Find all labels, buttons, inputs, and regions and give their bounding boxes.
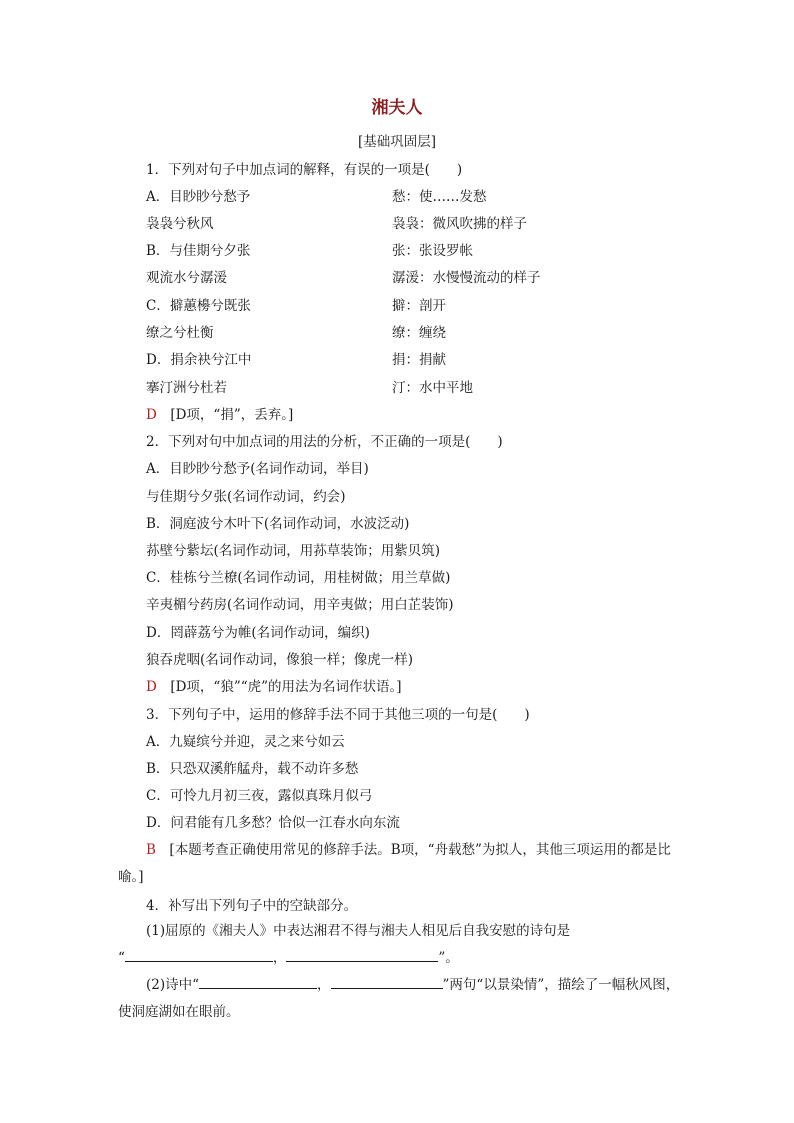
q4-blank-3[interactable] <box>199 974 317 989</box>
q4-close-quote: ”。 <box>438 950 459 966</box>
q1-option-a-right: 愁：使……发愁 <box>392 189 487 205</box>
q4-part1-text: (1)屈原的《湘夫人》中表达湘君不得与湘夫人相见后自我安慰的诗句是 <box>146 923 571 939</box>
q4-blank-2[interactable] <box>286 947 438 962</box>
page-title: 湘夫人 <box>371 98 423 118</box>
q3-answer <box>118 837 680 891</box>
q1-option-c-left: C．擗蕙櫋兮既张 <box>146 298 251 314</box>
section-heading: [基础巩固层] <box>357 134 437 150</box>
q3-option-b: B．只恐双溪舴艋舟，载不动许多愁 <box>146 761 359 777</box>
q2-line-a: A．目眇眇兮愁予(名词作动词，举目) <box>146 461 369 477</box>
q4-part2 <box>118 972 680 1026</box>
q1-answer-text: [D项，“捐”，丢弃。] <box>170 407 294 423</box>
q2-line-a2: 与佳期兮夕张(名词作动词，约会) <box>146 489 346 505</box>
q1-option-d-left: D．捐余袂兮江中 <box>146 352 252 368</box>
q3-stem: 3．下列句子中，运用的修辞手法不同于其他三项的一句是( ) <box>146 707 530 723</box>
q1-option-a2-right: 袅袅：微风吹拂的样子 <box>392 216 527 232</box>
q3-answer-text: [本题考查正确使用常见的修辞手法。B项，“舟载愁”为拟人，其他三项运用的都是比喻。] <box>118 842 671 885</box>
q1-option-c2-left: 缭之兮杜衡 <box>146 325 214 341</box>
q4-stem: 4．补写出下列句子中的空缺部分。 <box>146 898 358 914</box>
q2-answer <box>146 677 402 697</box>
q4-part2-suffix: ”两句“以景染情”，描绘了一幅秋风图，使洞庭湖如在眼前。 <box>118 977 680 1020</box>
q1-option-c-right: 擗：剖开 <box>392 298 446 314</box>
q2-line-b2: 荪壁兮紫坛(名词作动词，用荪草装饰；用紫贝筑) <box>146 543 441 559</box>
q1-option-b2-left: 观流水兮潺湲 <box>146 270 227 286</box>
q1-option-a-left: A．目眇眇兮愁予 <box>146 189 251 205</box>
q1-option-b2-right: 潺湲：水慢慢流动的样子 <box>392 270 541 286</box>
q3-option-a: A．九嶷缤兮并迎，灵之来兮如云 <box>146 734 345 750</box>
q3-answer-letter: B <box>146 842 156 858</box>
q1-stem: 1．下列对句子中加点词的解释，有误的一项是( ) <box>146 162 463 178</box>
q2-line-c: C．桂栋兮兰橑(名词作动词，用桂树做；用兰草做) <box>146 570 451 586</box>
q1-answer-letter: D <box>146 407 157 423</box>
q2-answer-text: [D项，“狼”“虎”的用法为名词作状语。] <box>170 679 402 695</box>
q1-option-a2-left: 袅袅兮秋风 <box>146 216 214 232</box>
q4-open-quote: “ <box>118 950 125 966</box>
q1-option-d2-right: 汀：水中平地 <box>392 380 473 396</box>
q4-blank-4[interactable] <box>331 974 443 989</box>
q3-option-d: D．问君能有几多愁？恰似一江春水向东流 <box>146 815 400 831</box>
q4-part2-prefix: (2)诗中“ <box>146 977 200 993</box>
q1-option-d-right: 捐：捐献 <box>392 352 446 368</box>
q2-line-d2: 狼吞虎咽(名词作动词，像狼一样；像虎一样) <box>146 652 414 668</box>
q2-line-c2: 辛夷楣兮药房(名词作动词，用辛夷做；用白芷装饰) <box>146 597 454 613</box>
q2-line-b: B．洞庭波兮木叶下(名词作动词，水波泛动) <box>146 516 410 532</box>
q2-line-d: D．罔薜荔兮为帷(名词作动词，编织) <box>146 625 370 641</box>
q3-option-c: C．可怜九月初三夜，露似真珠月似弓 <box>146 788 373 804</box>
q1-option-b-right: 张：张设罗帐 <box>392 243 473 259</box>
q1-option-b-left: B．与佳期兮夕张 <box>146 243 251 259</box>
q4-comma-1: ， <box>272 950 287 966</box>
q1-option-c2-right: 缭：缠绕 <box>392 325 446 341</box>
q4-part1 <box>118 918 680 972</box>
q2-answer-letter: D <box>146 679 157 695</box>
q1-answer <box>146 405 293 425</box>
q4-blank-1[interactable] <box>125 947 273 962</box>
q4-comma-2: ， <box>317 977 331 993</box>
q1-option-d2-left: 搴汀洲兮杜若 <box>146 380 227 396</box>
q2-stem: 2．下列对句中加点词的用法的分析，不正确的一项是( ) <box>146 434 503 450</box>
